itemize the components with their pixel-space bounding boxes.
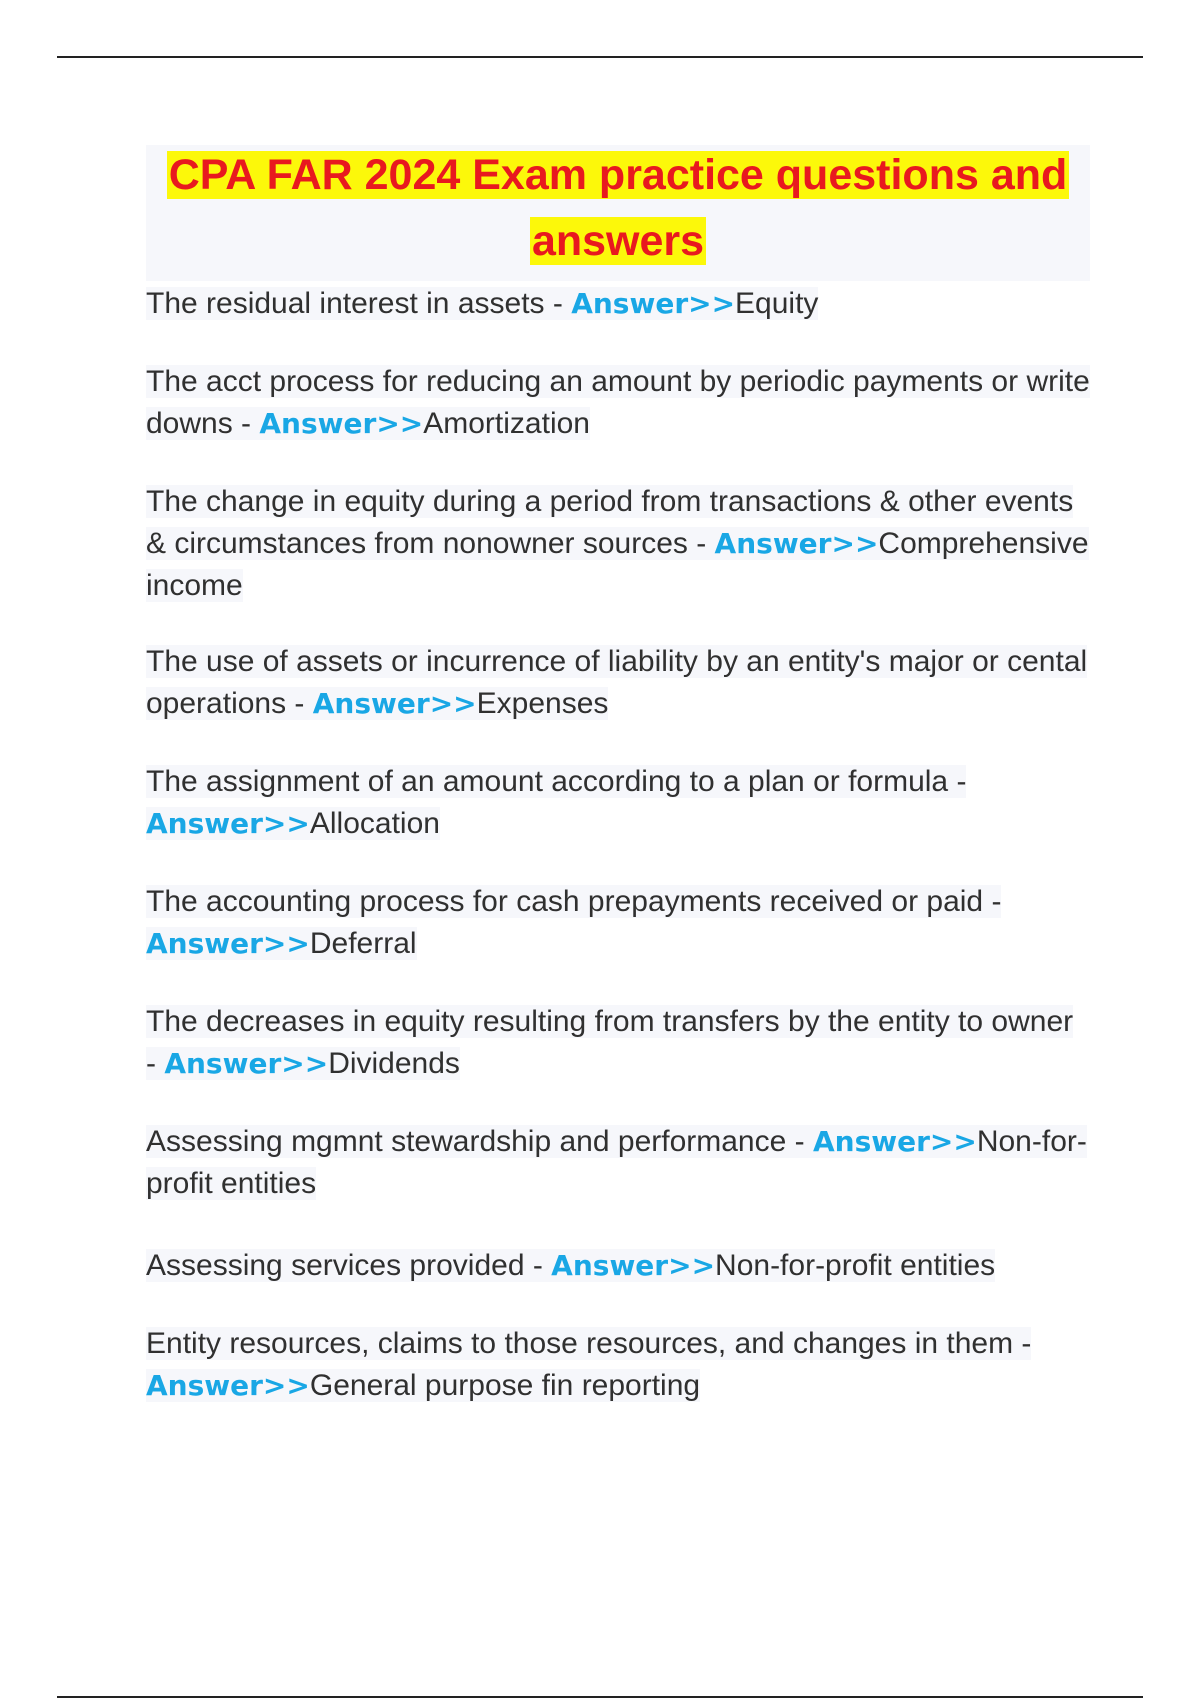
question-text: The acct process for reducing an amount by periodic payments or write downs - [146,365,1090,440]
question-text: Assessing services provided - [146,1249,552,1282]
answer-text: Allocation [309,807,440,840]
bottom-divider [57,1696,1143,1698]
answer-text: Comprehensive income [146,527,1089,602]
answer-label: Answer>> [312,687,477,720]
answer-text: Amortization [423,407,590,440]
qa-item [146,881,1090,965]
answer-text: Expenses [476,687,609,720]
answer-text: General purpose fin reporting [309,1369,701,1402]
document-body [146,145,1090,1407]
answer-label: Answer>> [571,287,736,320]
answer-label: Answer>> [259,407,424,440]
answer-label: Answer>> [164,1047,329,1080]
qa-list [146,283,1090,1407]
question-text: The change in equity during a period from transactions & other events & circumstances from nonowner sources - [146,485,1074,560]
qa-item [146,641,1090,725]
answer-text: Dividends [328,1047,460,1080]
qa-item [146,481,1090,607]
answer-label: Answer>> [812,1125,977,1158]
answer-label: Answer>> [146,807,310,840]
answer-label: Answer>> [551,1249,716,1282]
question-text: The assignment of an amount according to a plan or formula - [146,765,967,798]
qa-item [146,1001,1090,1085]
top-divider [57,56,1143,58]
qa-item [146,361,1090,445]
answer-text: Non-for-profit entities [146,1125,1087,1200]
answer-text: Equity [735,287,819,320]
question-text: The decreases in equity resulting from transfers by the entity to owner - [146,1005,1074,1080]
title-block [146,145,1090,281]
answer-text: Non-for-profit entities [715,1249,996,1282]
document-title: CPA FAR 2024 Exam practice questions and answers [168,151,1068,265]
qa-item [146,761,1090,845]
qa-item [146,1323,1090,1407]
qa-item [146,283,1090,325]
question-text: The accounting process for cash prepayments received or paid - [146,885,1002,918]
answer-label: Answer>> [146,927,310,960]
answer-label: Answer>> [146,1369,310,1402]
answer-text: Deferral [309,927,417,960]
question-text: The use of assets or incurrence of liability by an entity's major or cental operations - [146,645,1088,720]
answer-label: Answer>> [714,527,879,560]
question-text: Assessing mgmnt stewardship and performance - [146,1125,813,1158]
question-text: Entity resources, claims to those resources, and changes in them - [146,1327,1032,1360]
qa-item [146,1121,1090,1205]
question-text: The residual interest in assets - [146,287,572,320]
qa-item [146,1245,1090,1287]
